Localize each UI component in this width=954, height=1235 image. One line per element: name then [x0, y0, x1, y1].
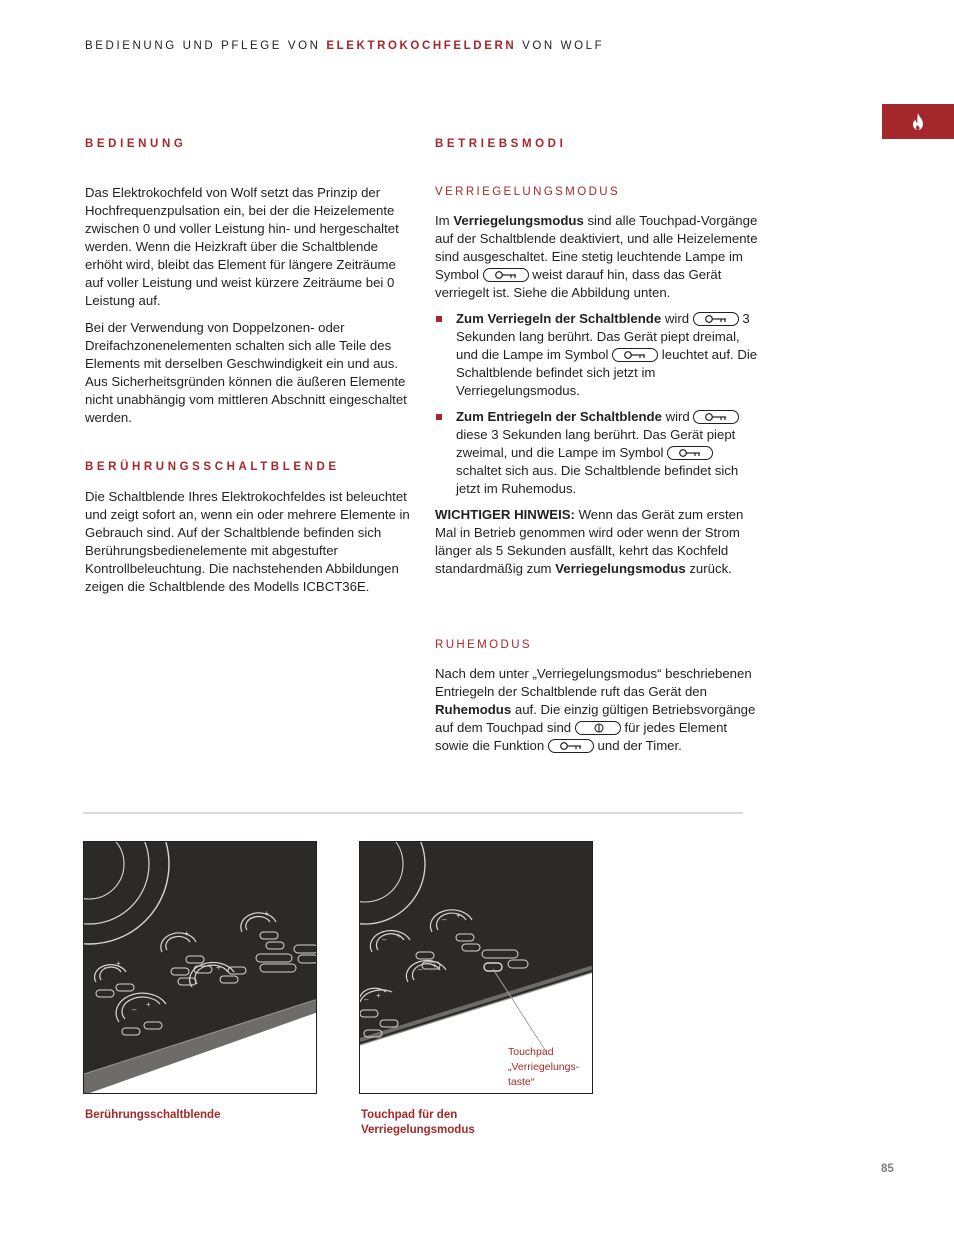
- svg-text:–: –: [418, 965, 423, 974]
- svg-text:–: –: [170, 933, 175, 942]
- ruhemodus-paragraph: [435, 665, 760, 755]
- text-run: für jedes Element sowie die Funktion: [435, 720, 728, 753]
- svg-text:–: –: [364, 995, 369, 1004]
- figure-2-annotation: [508, 1045, 579, 1090]
- key-icon: [693, 312, 739, 326]
- text-run: leuchtet auf. Die Schaltblende befindet sich jetzt im Verriegelungsmodus.: [456, 347, 758, 398]
- heading-bedienung: BEDIENUNG: [85, 138, 187, 150]
- running-header: [85, 40, 604, 52]
- text-run: wird: [661, 409, 694, 424]
- text-run: Nach dem unter „Verriegelungsmodus“ beschriebenen Entriegeln der Schaltblende ruft das Gerät den: [435, 666, 752, 699]
- term-verriegelungsmodus: Verriegelungsmodus: [555, 561, 686, 576]
- svg-text:–: –: [382, 935, 387, 944]
- svg-text:+: +: [376, 991, 381, 1000]
- figure-touch-control-panel: [83, 841, 317, 1094]
- text-run: und der Timer.: [593, 738, 682, 753]
- ruhemodus-body: [435, 665, 760, 755]
- key-icon: [548, 739, 594, 753]
- verriegelung-paragraph: [435, 212, 760, 302]
- svg-text:+: +: [184, 929, 189, 938]
- verriegelung-body: [435, 212, 760, 578]
- svg-text:+: +: [146, 1000, 151, 1009]
- text-run: schaltet sich aus. Die Schaltblende befindet sich jetzt im Ruhemodus.: [456, 463, 739, 496]
- power-icon: [575, 721, 621, 735]
- annotation-line-1: Touchpad: [508, 1046, 554, 1058]
- term-verriegelungsmodus: Verriegelungsmodus: [453, 213, 584, 228]
- text-run: zurück.: [685, 561, 732, 576]
- header-suffix: VON WOLF: [522, 40, 605, 52]
- text-run: wird: [661, 311, 693, 326]
- schaltblende-paragraph-1: Die Schaltblende Ihres Elektrokochfeldes ist beleuchtet und zeigt sofort an, wenn ein oder mehrere Elemente in Gebrauch sind. Auf der Schaltblende befinden sich Berührungsbedienelemente mit abgestufter Kontrollbeleuchtung. Die nachstehenden Abbildungen zeigen die Schaltblende des Modells ICBCT36E.: [85, 489, 410, 594]
- cooktop-illustration: [84, 842, 317, 1094]
- figure-1-caption: Berührungsschaltblende: [85, 1109, 221, 1121]
- svg-text:+: +: [264, 909, 269, 918]
- bedienung-paragraph-2: Bei der Verwendung von Doppelzonen- oder Dreifachzonenelementen schalten sich alle Teile des Elements mit derselben Geschwindigkeit ein und aus. Aus Sicherheitsgründen können die äußeren Elemente nicht unabhängig vom mittleren Abschnitt eingeschaltet werden.: [85, 320, 407, 425]
- svg-text:+: +: [216, 963, 221, 972]
- header-highlight: ELEKTROKOCHFELDERN: [326, 40, 517, 52]
- svg-text:–: –: [250, 913, 255, 922]
- flame-icon: [911, 113, 925, 130]
- key-icon: [612, 348, 658, 362]
- key-icon: [483, 268, 529, 282]
- term-ruhemodus: Ruhemodus: [435, 702, 512, 717]
- key-icon: [667, 446, 713, 460]
- section-tab: [882, 104, 954, 139]
- bedienung-body: [85, 184, 410, 427]
- key-icon: [693, 410, 739, 424]
- svg-text:–: –: [442, 915, 447, 924]
- figure-2-caption: [361, 1108, 475, 1138]
- subheading-ruhemodus: RUHEMODUS: [435, 639, 532, 651]
- text-run: Im: [435, 213, 454, 228]
- bedienung-paragraph-1: Das Elektrokochfeld von Wolf setzt das Prinzip der Hochfrequenzpulsation ein, bei der die Heizelemente zwischen 0 und voller Leistung hin- und hergeschaltet werden. Wenn die Heizkraft über die Schaltblende erhöht wird, bleibt das Element für längere Zeiträume auf voller Leistung und weist kürzere Zeiträume bei 0 Leistung auf.: [85, 185, 399, 308]
- subheading-verriegelungsmodus: VERRIEGELUNGSMODUS: [435, 186, 621, 198]
- svg-text:–: –: [104, 963, 109, 972]
- header-prefix: BEDIENUNG UND PFLEGE VON: [85, 40, 321, 52]
- heading-beruehrungsschaltblende: BERÜHRUNGSSCHALTBLENDE: [85, 461, 340, 473]
- annotation-line-3: taste“: [508, 1076, 535, 1088]
- heading-betriebsmodi: BETRIEBSMODI: [435, 138, 567, 150]
- svg-text:+: +: [432, 961, 437, 970]
- text-run: auf. Die einzig gültigen Betriebsvorgänge auf dem Touchpad sind: [435, 702, 756, 735]
- bullet-entriegeln: [435, 408, 760, 498]
- svg-text:+: +: [396, 931, 401, 940]
- text-run: Wenn das Gerät zum ersten Mal in Betrieb genommen wird oder wenn der Strom länger als 5 Sekunden ausfällt, kehrt das Kochfeld standardmäßig zum: [435, 507, 744, 576]
- term-verriegeln: Zum Verriegeln der Schaltblende: [456, 311, 662, 326]
- section-divider: [83, 812, 743, 814]
- annotation-line-2: „Verriegelungs-: [508, 1061, 580, 1073]
- term-entriegeln: Zum Entriegeln der Schaltblende: [456, 409, 662, 424]
- bullet-verriegeln: [435, 310, 760, 400]
- schaltblende-body: [85, 488, 410, 596]
- figure-2-caption-line-1: Touchpad für den: [361, 1109, 458, 1121]
- important-note: [435, 506, 760, 578]
- svg-text:+: +: [456, 911, 461, 920]
- text-run: sind alle Touchpad-Vorgänge auf der Schaltblende deaktiviert, und alle Heizelemente sind ausgeschaltet. Eine stetig leuchtende Lampe im Symbol: [435, 213, 758, 282]
- svg-text:+: +: [116, 959, 121, 968]
- svg-text:–: –: [202, 968, 207, 977]
- page-number: 85: [881, 1163, 894, 1175]
- figure-2-caption-line-2: Verriegelungsmodus: [361, 1124, 475, 1136]
- text-run: weist darauf hin, dass das Gerät verriegelt ist. Siehe die Abbildung unten.: [435, 267, 722, 300]
- text-run: 3 Sekunden lang berührt. Das Gerät piept dreimal, und die Lampe im Symbol: [456, 311, 750, 362]
- note-label: WICHTIGER HINWEIS:: [435, 507, 575, 522]
- svg-text:–: –: [132, 1005, 137, 1014]
- text-run: diese 3 Sekunden lang berührt. Das Gerät piept zweimal, und die Lampe im Symbol: [456, 427, 736, 460]
